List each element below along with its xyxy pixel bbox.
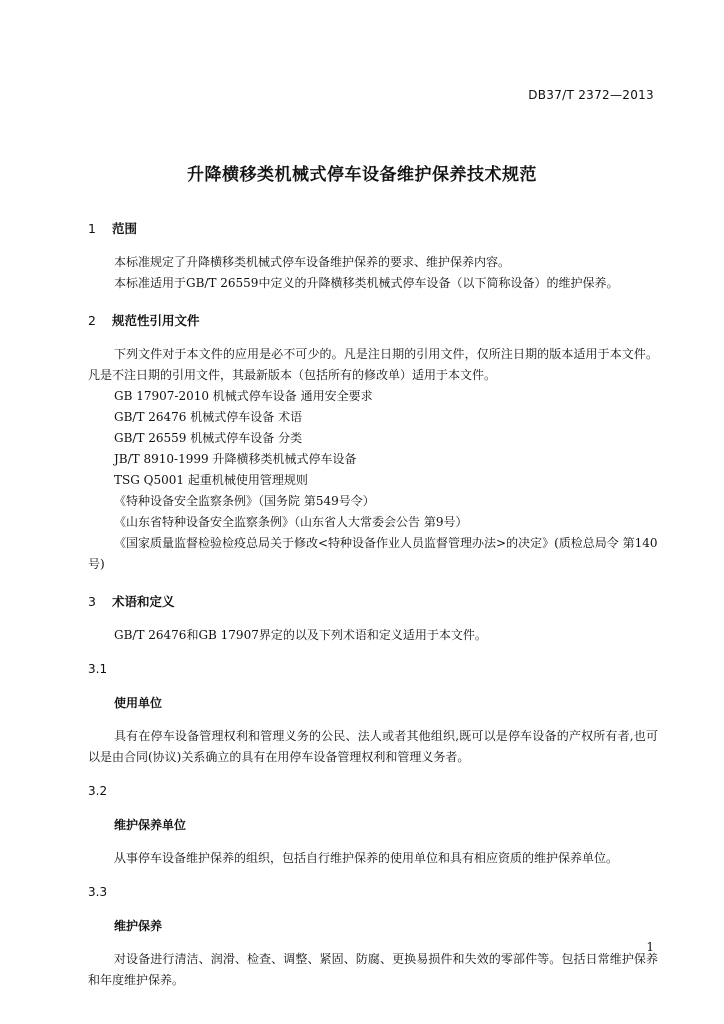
term-number: 3.1 (88, 662, 108, 676)
reference-item: 《山东省特种设备安全监察条例》（山东省人大常委会公告 第9号） (114, 515, 468, 529)
document-title: 升降横移类机械式停车设备维护保养技术规范 (187, 165, 537, 185)
reference-item: JB/T 8910-1999 升降横移类机械式停车设备 (114, 452, 357, 466)
reference-item: 《特种设备安全监察条例》（国务院 第549号令） (114, 494, 375, 508)
reference-item: TSG Q5001 起重机械使用管理规则 (114, 473, 308, 487)
reference-item: GB 17907-2010 机械式停车设备 通用安全要求 (114, 389, 373, 403)
section-title: 范围 (112, 221, 138, 236)
section-title: 规范性引用文件 (112, 313, 200, 328)
section-number: 2 (88, 313, 96, 328)
paragraph: 下列文件对于本文件的应用是必不可少的。凡是注日期的引用文件，仅所注日期的版本适用于本文件。凡是不注日期的引用文件，其最新版本（包括所有的修改单）适用于本文件。 (88, 347, 658, 382)
section-number: 3 (88, 594, 96, 609)
document-body (88, 218, 658, 991)
paragraph: 本标准规定了升降横移类机械式停车设备维护保养的要求、维护保养内容。 (114, 255, 511, 269)
paragraph: GB/T 26476和GB 17907界定的以及下列术语和定义适用于本文件。 (114, 628, 487, 642)
paragraph: 本标准适用于GB/T 26559中定义的升降横移类机械式停车设备（以下简称设备）的维护保养。 (114, 276, 619, 290)
term-name: 维护保养 (114, 919, 163, 933)
term-number: 3.3 (88, 885, 108, 899)
term-name: 使用单位 (114, 696, 163, 710)
term-definition: 对设备进行清洁、润滑、检查、调整、紧固、防腐、更换易损件和失效的零部件等。包括日常维护保养和年度维护保养。 (88, 952, 658, 987)
document-code: DB37/T 2372—2013 (528, 88, 654, 102)
section-heading-terms (88, 591, 658, 613)
section-heading-scope (88, 218, 658, 240)
section-heading-normative-references (88, 310, 658, 332)
reference-item: 《国家质量监督检验检疫总局关于修改<特种设备作业人员监督管理办法>的决定》(质检总局令 第140号) (88, 536, 658, 571)
reference-item: GB/T 26476 机械式停车设备 术语 (114, 410, 303, 424)
section-number: 1 (88, 221, 96, 236)
page-number: 1 (646, 940, 654, 954)
term-name: 维护保养单位 (114, 818, 187, 832)
reference-item: GB/T 26559 机械式停车设备 分类 (114, 431, 303, 445)
term-number: 3.2 (88, 784, 108, 798)
term-definition: 具有在停车设备管理权利和管理义务的公民、法人或者其他组织,既可以是停车设备的产权所有者,也可以是由合同(协议)关系确立的具有在用停车设备管理权利和管理义务者。 (88, 729, 658, 764)
term-definition: 从事停车设备维护保养的组织，包括自行维护保养的使用单位和具有相应资质的维护保养单位。 (114, 851, 619, 865)
section-title: 术语和定义 (112, 594, 175, 609)
